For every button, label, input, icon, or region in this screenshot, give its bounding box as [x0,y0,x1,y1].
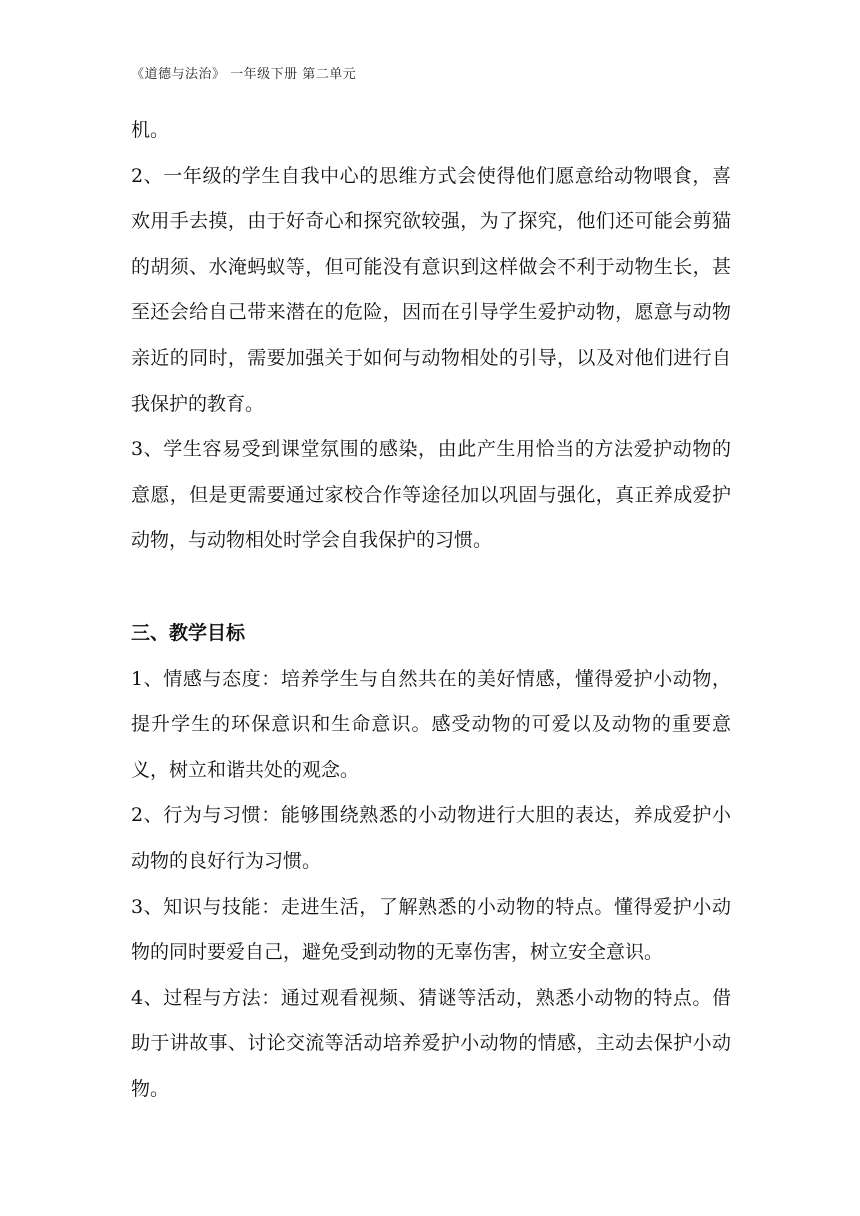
page-header: 《道德与法治》 一年级下册 第二单元 [131,67,357,82]
goal-item-2: 2、行为与习惯：能够围绕熟悉的小动物进行大胆的表达，养成爱护小动物的良好行为习惯。 [131,804,731,872]
section-spacer [131,564,731,611]
goal-item-3: 3、知识与技能：走进生活，了解熟悉的小动物的特点。懂得爱护小动物的同时要爱自己，避免受到动物的无辜伤害，树立安全意识。 [131,895,731,964]
goal-item-1: 1、情感与态度：培养学生与自然共在的美好情感，懂得爱护小动物，提升学生的环保意识和生命意识。感受动物的可爱以及动物的重要意义，树立和谐共处的观念。 [131,667,731,781]
section-title-teaching-goals: 三、教学目标 [131,621,246,644]
paragraph-item-3: 3、学生容易受到课堂氛围的感染，由此产生用恰当的方法爱护动物的意愿，但是更需要通过家校合作等途径加以巩固与强化，真正养成爱护动物，与动物相处时学会自我保护的习惯。 [131,438,731,552]
paragraph-continuation: 机。 [131,119,170,141]
goal-item-4: 4、过程与方法：通过观看视频、猜谜等活动，熟悉小动物的特点。借助于讲故事、讨论交流等活动培养爱护小动物的情感，主动去保护小动物。 [131,986,731,1100]
paragraph-item-2: 2、一年级的学生自我中心的思维方式会使得他们愿意给动物喂食，喜欢用手去摸，由于好奇心和探究欲较强，为了探究，他们还可能会剪猫的胡须、水淹蚂蚁等，但可能没有意识到这样做会不利于动物生长，甚至还会给自己带来潜在的危险，因而在引导学生爱护动物，愿意与动物亲近的同时，需要加强关于如何与动物相处的引导，以及对他们进行自我保护的教育。 [131,164,731,415]
document-body [131,108,731,1112]
